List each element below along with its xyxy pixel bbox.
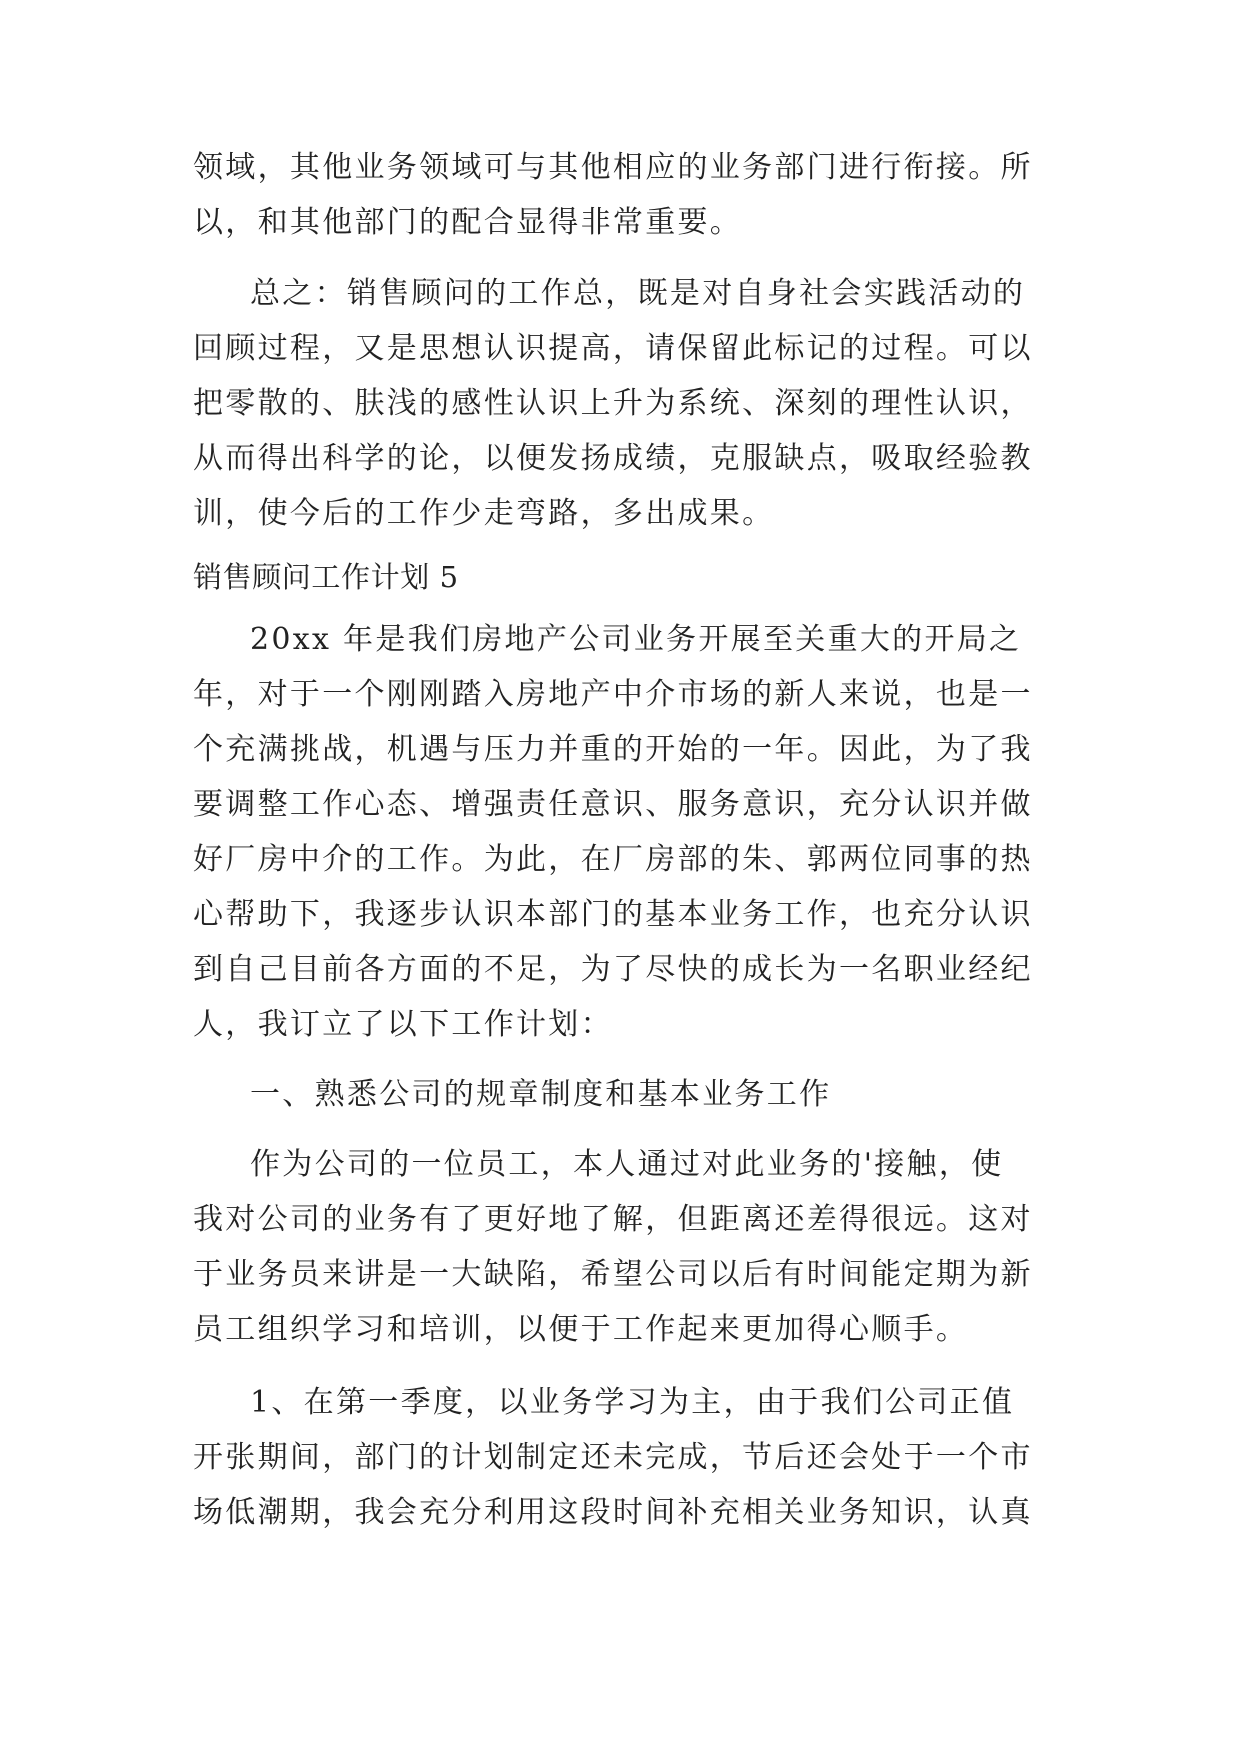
paragraph-line: 把零散的、肤浅的感性认识上升为系统、深刻的理性认识， [193, 386, 1033, 421]
paragraph-line: 场低潮期，我会充分利用这段时间补充相关业务知识，认真 [193, 1495, 1033, 1530]
paragraph-line: 要调整工作心态、增强责任意识、服务意识，充分认识并做 [193, 787, 1033, 822]
paragraph-line: 我对公司的业务有了更好地了解，但距离还差得很远。这对 [193, 1202, 1033, 1237]
paragraph-line: 回顾过程，又是思想认识提高，请保留此标记的过程。可以 [193, 331, 1033, 366]
paragraph-line: 训，使今后的工作少走弯路，多出成果。 [193, 496, 775, 531]
paragraph-line: 开张期间，部门的计划制定还未完成，节后还会处于一个市 [193, 1440, 1033, 1475]
paragraph-line: 好厂房中介的工作。为此，在厂房部的朱、郭两位同事的热 [193, 842, 1033, 877]
section-heading: 销售顾问工作计划 5 [193, 560, 459, 594]
paragraph-line: 个充满挑战，机遇与压力并重的开始的一年。因此，为了我 [193, 732, 1033, 767]
paragraph-line: 1、在第一季度，以业务学习为主，由于我们公司正值 [250, 1385, 1015, 1420]
paragraph-line: 于业务员来讲是一大缺陷，希望公司以后有时间能定期为新 [193, 1257, 1033, 1292]
paragraph-line: 员工组织学习和培训，以便于工作起来更加得心顺手。 [193, 1312, 969, 1347]
paragraph-line: 以，和其他部门的配合显得非常重要。 [193, 205, 743, 240]
subheading-line: 一、熟悉公司的规章制度和基本业务工作 [250, 1077, 832, 1112]
paragraph-line: 20xx 年是我们房地产公司业务开展至关重大的开局之 [250, 622, 1022, 657]
paragraph-line: 总之：销售顾问的工作总，既是对自身社会实践活动的 [250, 276, 1026, 311]
paragraph-line: 年，对于一个刚刚踏入房地产中介市场的新人来说，也是一 [193, 677, 1033, 712]
paragraph-line: 人，我订立了以下工作计划： [193, 1007, 613, 1042]
paragraph-line: 作为公司的一位员工，本人通过对此业务的'接触，使 [250, 1147, 1004, 1182]
paragraph-line: 从而得出科学的论，以便发扬成绩，克服缺点，吸取经验教 [193, 441, 1033, 476]
paragraph-line: 领域，其他业务领域可与其他相应的业务部门进行衔接。所 [193, 150, 1033, 185]
paragraph-line: 心帮助下，我逐步认识本部门的基本业务工作，也充分认识 [193, 897, 1033, 932]
paragraph-line: 到自己目前各方面的不足，为了尽快的成长为一名职业经纪 [193, 952, 1033, 987]
